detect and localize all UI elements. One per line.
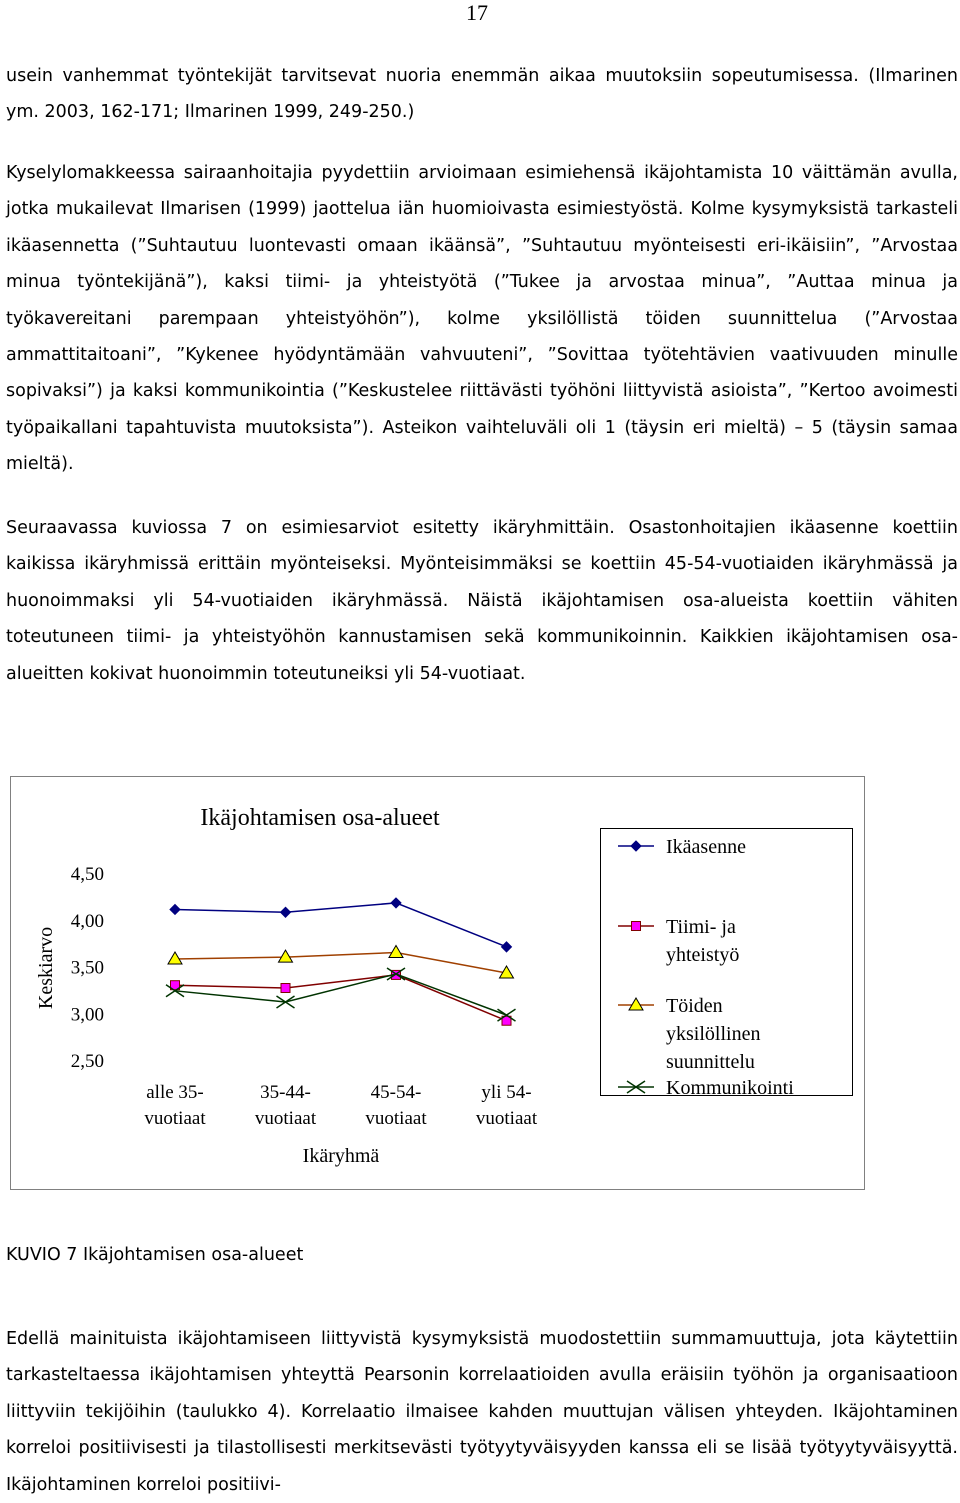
legend-label: Kommunikointi xyxy=(666,1077,794,1099)
paragraph: Kyselylomakkeessa sairaanhoitajia pyydettiin arvioimaan esimiehensä ikäjohtamista 10 väittämän avulla, jotka mukailevat Ilmarisen (1999) jaottelua iän huomioivasta esimiestyöstä. Kolme kysymyksistä tarkasteli ikäasennetta (”Suhtautuu luontevasti omaan ikäänsä”, ”Suhtautuu myönteisesti eri-ikäisiin”, ”Arvostaa minua työntekijänä”), kaksi tiimi- ja yhteistyötä (”Tukee ja arvostaa minua”, ”Auttaa minua ja työkavereitani parempaan yhteistyöhön”), kolme yksilöllistä töiden suunnittelua (”Arvostaa ammattitaitoani”, ”Kykenee hyödyntämään vahvuuteni”, ”Sovittaa työtehtävien vaativuuden minulle sopivaksi”) ja kaksi kommunikointia (”Keskustelee riittävästi työhöni liittyvistä asioista”, ”Kertoo avoimesti työpaikallani tapahtuvista muutoksista”). Asteikon vaihteluväli oli 1 (täysin eri mieltä) – 5 (täysin samaa mieltä). xyxy=(6,163,958,475)
x-tick-label: yli 54-vuotiaat xyxy=(475,1082,538,1129)
legend-label: Tiimi- ja yhteistyö xyxy=(666,916,740,966)
line-chart xyxy=(10,776,865,1190)
x-axis-label: Ikäryhmä xyxy=(302,1145,380,1167)
x-tick-label: 35-44-vuotiaat xyxy=(254,1082,317,1129)
x-tick-label: alle 35-vuotiaat xyxy=(144,1082,206,1129)
legend-label: Töiden yksilöllinen suunnittelu xyxy=(666,995,761,1073)
paragraph: usein vanhemmat työntekijät tarvitsevat nuoria enemmän aikaa muutoksiin sopeutumisessa. (Ilmarinen ym. 2003, 162-171; Ilmarinen 1999, 249-250.) xyxy=(6,66,958,123)
paragraph: Edellä mainituista ikäjohtamiseen liittyvistä kysymyksistä muodostettiin summamuuttuja, jota käytettiin tarkasteltaessa ikäjohtamisen yhteyttä Pearsonin korrelaatioiden avulla eräisiin työhön ja organisaatioon liittyviin tekijöihin (taulukko 4). Korrelaatio ilmaisee kahden muuttujan välisen yhteyden. Ikäjohtaminen korreloi positiivisesti ja tilastollisesti merkitsevästi työtyytyväisyyden kanssa eli se lisää työtyytyväisyyttä. Ikäjohtaminen korreloi positiivi- xyxy=(6,1329,958,1495)
y-tick-label: 2,50 xyxy=(70,1051,104,1072)
page-number: 17 xyxy=(466,0,488,25)
y-tick-label: 4,00 xyxy=(70,910,104,932)
paragraph: Seuraavassa kuviossa 7 on esimiesarviot esitetty ikäryhmittäin. Osastonhoitajien ikäasenne koettiin kaikissa ikäryhmissä erittäin myönteiseksi. Myönteisimmäksi se koettiin 45-54-vuotiaiden ikäryhmässä ja huonoimmaksi yli 54-vuotiaiden ikäryhmässä. Näistä ikäjohtamisen osa-alueista koettiin vähiten toteutuneen tiimi- ja yhteistyöhön kannustamisen sekä kommunikoinnin. Kaikkien ikäjohtamisen osa-alueitten kokivat huonoimmin toteutuneiksi yli 54-vuotiaat. xyxy=(6,518,958,684)
chart-title: Ikäjohtamisen osa-alueet xyxy=(200,805,440,831)
x-tick-label: 45-54-vuotiaat xyxy=(365,1082,427,1129)
chart-svg xyxy=(10,776,865,1190)
y-tick-label: 3,50 xyxy=(70,957,104,979)
y-tick-label: 4,50 xyxy=(70,864,104,885)
figure-caption: KUVIO 7 Ikäjohtamisen osa-alueet xyxy=(6,1245,304,1265)
legend-label: Ikäasenne xyxy=(666,836,746,858)
data-point-square xyxy=(632,922,641,931)
data-point-square xyxy=(281,984,290,993)
y-axis-label: Keskiarvo xyxy=(35,926,57,1010)
y-tick-label: 3,00 xyxy=(70,1004,104,1026)
